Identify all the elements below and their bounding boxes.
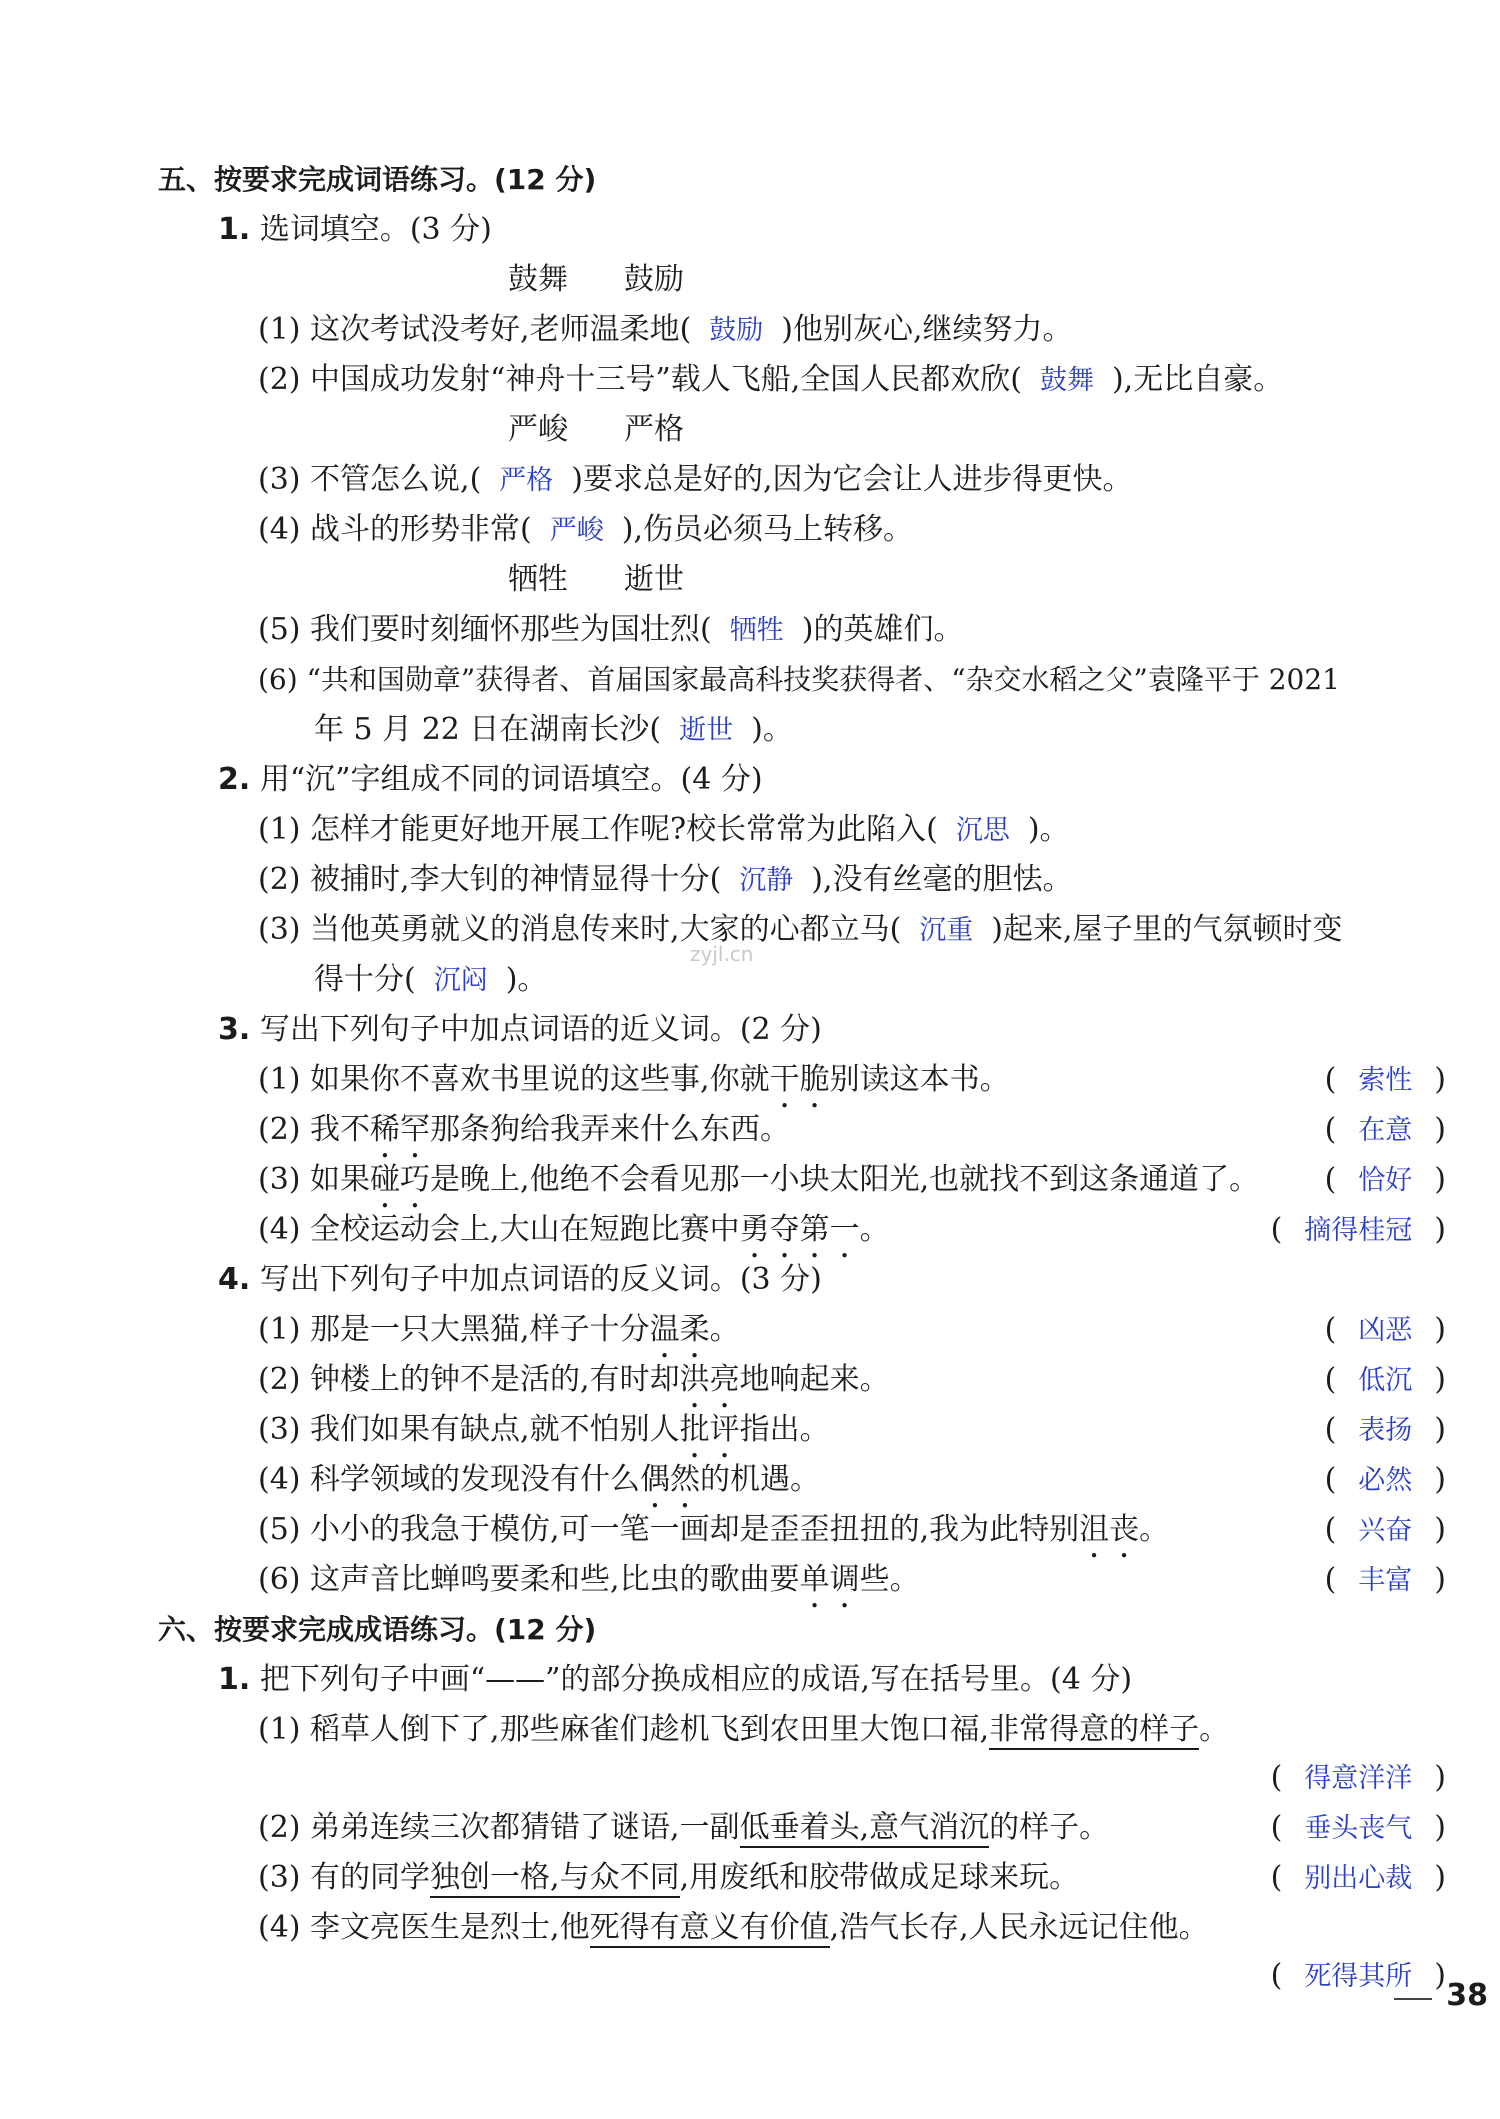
- word-group-3: [508, 558, 740, 602]
- answer: 鼓励: [709, 315, 764, 346]
- word-option: 逝世: [624, 562, 684, 597]
- answer: 得意洋洋: [1304, 1763, 1413, 1794]
- answer: 严峻: [549, 515, 604, 546]
- answer-bracket: ( 垂头丧气 ): [1270, 1810, 1446, 1845]
- answer-bracket: ( 低沉 ): [1324, 1362, 1446, 1397]
- q2-title: [218, 758, 763, 802]
- q2-text: 用“沉”字组成不同的词语填空。(4 分): [259, 762, 763, 797]
- s6-item-1: (1) 稻草人倒下了,那些麻雀们趁机飞到农田里大饱口福,非常得意的样子。: [258, 1708, 1229, 1752]
- s6-q1-text: 把下列句子中画“——”的部分换成相应的成语,写在括号里。(4 分): [259, 1662, 1133, 1697]
- q4-item-1: (1) 那是一只大黑猫,样子十分温柔。: [258, 1312, 740, 1347]
- answer-bracket: ( 恰好 ): [1324, 1162, 1446, 1197]
- answer: 死得其所: [1304, 1961, 1413, 1992]
- dotted-word: 偶然: [640, 1462, 701, 1497]
- q1-item-5: (5) 我们要时刻缅怀那些为国壮烈( 牺牲 )的英雄们。: [258, 612, 964, 647]
- answer: 逝世: [679, 715, 734, 746]
- answer-bracket: ( 凶恶 ): [1324, 1312, 1446, 1347]
- q4-item-4: (4) 科学领域的发现没有什么偶然的机遇。: [258, 1462, 821, 1497]
- q1-item-6-line2: 年 5 月 22 日在湖南长沙( 逝世 )。: [314, 712, 793, 747]
- answer: 牺牲: [729, 615, 784, 646]
- answer-bracket: ( 在意 ): [1324, 1112, 1446, 1147]
- q3-title: [218, 1008, 822, 1052]
- page-number-dash: [1394, 1998, 1432, 2000]
- q1-item-3: (3) 不管怎么说,( 严格 )要求总是好的,因为它会让人进步得更快。: [258, 462, 1133, 497]
- s6-item-2: (2) 弟弟连续三次都猜错了谜语,一副低垂着头,意气消沉的样子。: [258, 1806, 1109, 1850]
- watermark: zyjl.cn: [690, 942, 754, 966]
- answer: 在意: [1358, 1115, 1413, 1146]
- q2-item-2: (2) 被捕时,李大钊的神情显得十分( 沉静 ),没有丝毫的胆怯。: [258, 862, 1073, 897]
- q1-number: 1.: [218, 212, 251, 247]
- q4-number: 4.: [218, 1262, 251, 1297]
- q1-text: 选词填空。(3 分): [259, 212, 492, 247]
- answer: 鼓舞: [1039, 365, 1094, 396]
- answer: 沉重: [919, 915, 974, 946]
- answer: 表扬: [1358, 1415, 1413, 1446]
- q2-item-3-line1: (3) 当他英勇就义的消息传来时,大家的心都立马( 沉重 )起来,屋子里的气氛顿时变: [258, 912, 1343, 947]
- word-option: 鼓励: [624, 262, 684, 297]
- answer-bracket: ( 索性 ): [1324, 1062, 1446, 1097]
- dotted-word: 温柔: [649, 1312, 710, 1347]
- answer-bracket: ( 摘得桂冠 ): [1270, 1212, 1446, 1247]
- dotted-word: 单调: [799, 1562, 860, 1597]
- section-6-title: 六、按要求完成成语练习。(12 分): [158, 1613, 597, 1646]
- q4-item-3: (3) 我们如果有缺点,就不怕别人批评指出。: [258, 1412, 830, 1447]
- answer: 索性: [1358, 1065, 1413, 1096]
- q2-item-3-line2: 得十分( 沉闷 )。: [314, 962, 548, 997]
- s6-q1-title: [218, 1658, 1132, 1702]
- word-group-1: [508, 258, 740, 302]
- underlined-phrase: 死得有意义有价值: [590, 1910, 830, 1948]
- answer: 沉闷: [433, 965, 488, 996]
- q1-item-1: (1) 这次考试没考好,老师温柔地( 鼓励 )他别灰心,继续努力。: [258, 312, 1073, 347]
- q2-number: 2.: [218, 762, 251, 797]
- q1-item-6-line1: (6) “共和国勋章”获得者、首届国家最高科技奖获得者、“杂交水稻之父”袁隆平于 2021: [258, 663, 1340, 696]
- s6-item-4: (4) 李文亮医生是烈士,他死得有意义有价值,浩气长存,人民永远记住他。: [258, 1906, 1209, 1950]
- answer: 垂头丧气: [1304, 1813, 1413, 1844]
- dotted-word: 稀罕: [370, 1112, 431, 1147]
- answer-bracket: ( 表扬 ): [1324, 1412, 1446, 1447]
- answer: 凶恶: [1358, 1315, 1413, 1346]
- section-5-title: 五、按要求完成词语练习。(12 分): [158, 163, 597, 196]
- answer: 兴奋: [1358, 1515, 1413, 1546]
- answer: 别出心裁: [1304, 1863, 1413, 1894]
- q4-text: 写出下列句子中加点词语的反义词。(3 分): [259, 1262, 822, 1297]
- word-option: 鼓舞: [508, 262, 568, 297]
- q1-title: [218, 208, 492, 252]
- answer: 沉静: [739, 865, 794, 896]
- underlined-phrase: 非常得意的样子: [989, 1712, 1199, 1750]
- answer: 恰好: [1358, 1165, 1413, 1196]
- answer: 丰富: [1358, 1565, 1413, 1596]
- q3-text: 写出下列句子中加点词语的近义词。(2 分): [259, 1012, 822, 1047]
- q4-item-5: (5) 小小的我急于模仿,可一笔一画却是歪歪扭扭的,我为此特别沮丧。: [258, 1512, 1170, 1547]
- q2-item-1: (1) 怎样才能更好地开展工作呢?校长常常为此陷入( 沉思 )。: [258, 812, 1070, 847]
- answer-bracket: ( 死得其所 ): [1270, 1958, 1446, 1993]
- dotted-word: 勇夺第一: [739, 1212, 860, 1247]
- underlined-phrase: 低垂着头,意气消沉: [740, 1810, 990, 1848]
- q4-item-2: (2) 钟楼上的钟不是活的,有时却洪亮地响起来。: [258, 1362, 890, 1397]
- answer: 必然: [1358, 1465, 1413, 1496]
- underlined-phrase: 独创一格,与众不同: [430, 1860, 680, 1898]
- answer: 沉思: [955, 815, 1010, 846]
- q3-item-3: (3) 如果碰巧是晚上,他绝不会看见那一小块太阳光,也就找不到这条通道了。: [258, 1162, 1260, 1197]
- answer: 低沉: [1358, 1365, 1413, 1396]
- q1-item-2: (2) 中国成功发射“神舟十三号”载人飞船,全国人民都欢欣( 鼓舞 ),无比自豪。: [258, 362, 1284, 397]
- dotted-word: 洪亮: [679, 1362, 740, 1397]
- q3-item-1: (1) 如果你不喜欢书里说的这些事,你就干脆别读这本书。: [258, 1062, 1010, 1097]
- answer: 严格: [499, 465, 554, 496]
- answer: 摘得桂冠: [1304, 1215, 1413, 1246]
- word-group-2: [508, 408, 740, 452]
- s6-q1-number: 1.: [218, 1662, 251, 1697]
- word-option: 严格: [624, 412, 684, 447]
- dotted-word: 批评: [679, 1412, 740, 1447]
- q3-item-4: (4) 全校运动会上,大山在短跑比赛中勇夺第一。: [258, 1212, 890, 1247]
- answer-bracket: ( 得意洋洋 ): [1270, 1760, 1446, 1795]
- answer-bracket: ( 兴奋 ): [1324, 1512, 1446, 1547]
- word-option: 牺牲: [508, 562, 568, 597]
- q4-item-6: (6) 这声音比蝉鸣要柔和些,比虫的歌曲要单调些。: [258, 1562, 920, 1597]
- answer-bracket: ( 别出心裁 ): [1270, 1860, 1446, 1895]
- word-option: 严峻: [508, 412, 568, 447]
- q4-title: [218, 1258, 822, 1302]
- q3-number: 3.: [218, 1012, 251, 1047]
- dotted-word: 干脆: [769, 1062, 830, 1097]
- s6-item-3: (3) 有的同学独创一格,与众不同,用废纸和胶带做成足球来玩。: [258, 1856, 1079, 1900]
- q3-item-2: (2) 我不稀罕那条狗给我弄来什么东西。: [258, 1112, 791, 1147]
- answer-bracket: ( 丰富 ): [1324, 1562, 1446, 1597]
- page-number: 38: [1446, 1978, 1488, 2013]
- dotted-word: 碰巧: [370, 1162, 431, 1197]
- q1-item-4: (4) 战斗的形势非常( 严峻 ),伤员必须马上转移。: [258, 512, 913, 547]
- dotted-word: 沮丧: [1079, 1512, 1140, 1547]
- answer-bracket: ( 必然 ): [1324, 1462, 1446, 1497]
